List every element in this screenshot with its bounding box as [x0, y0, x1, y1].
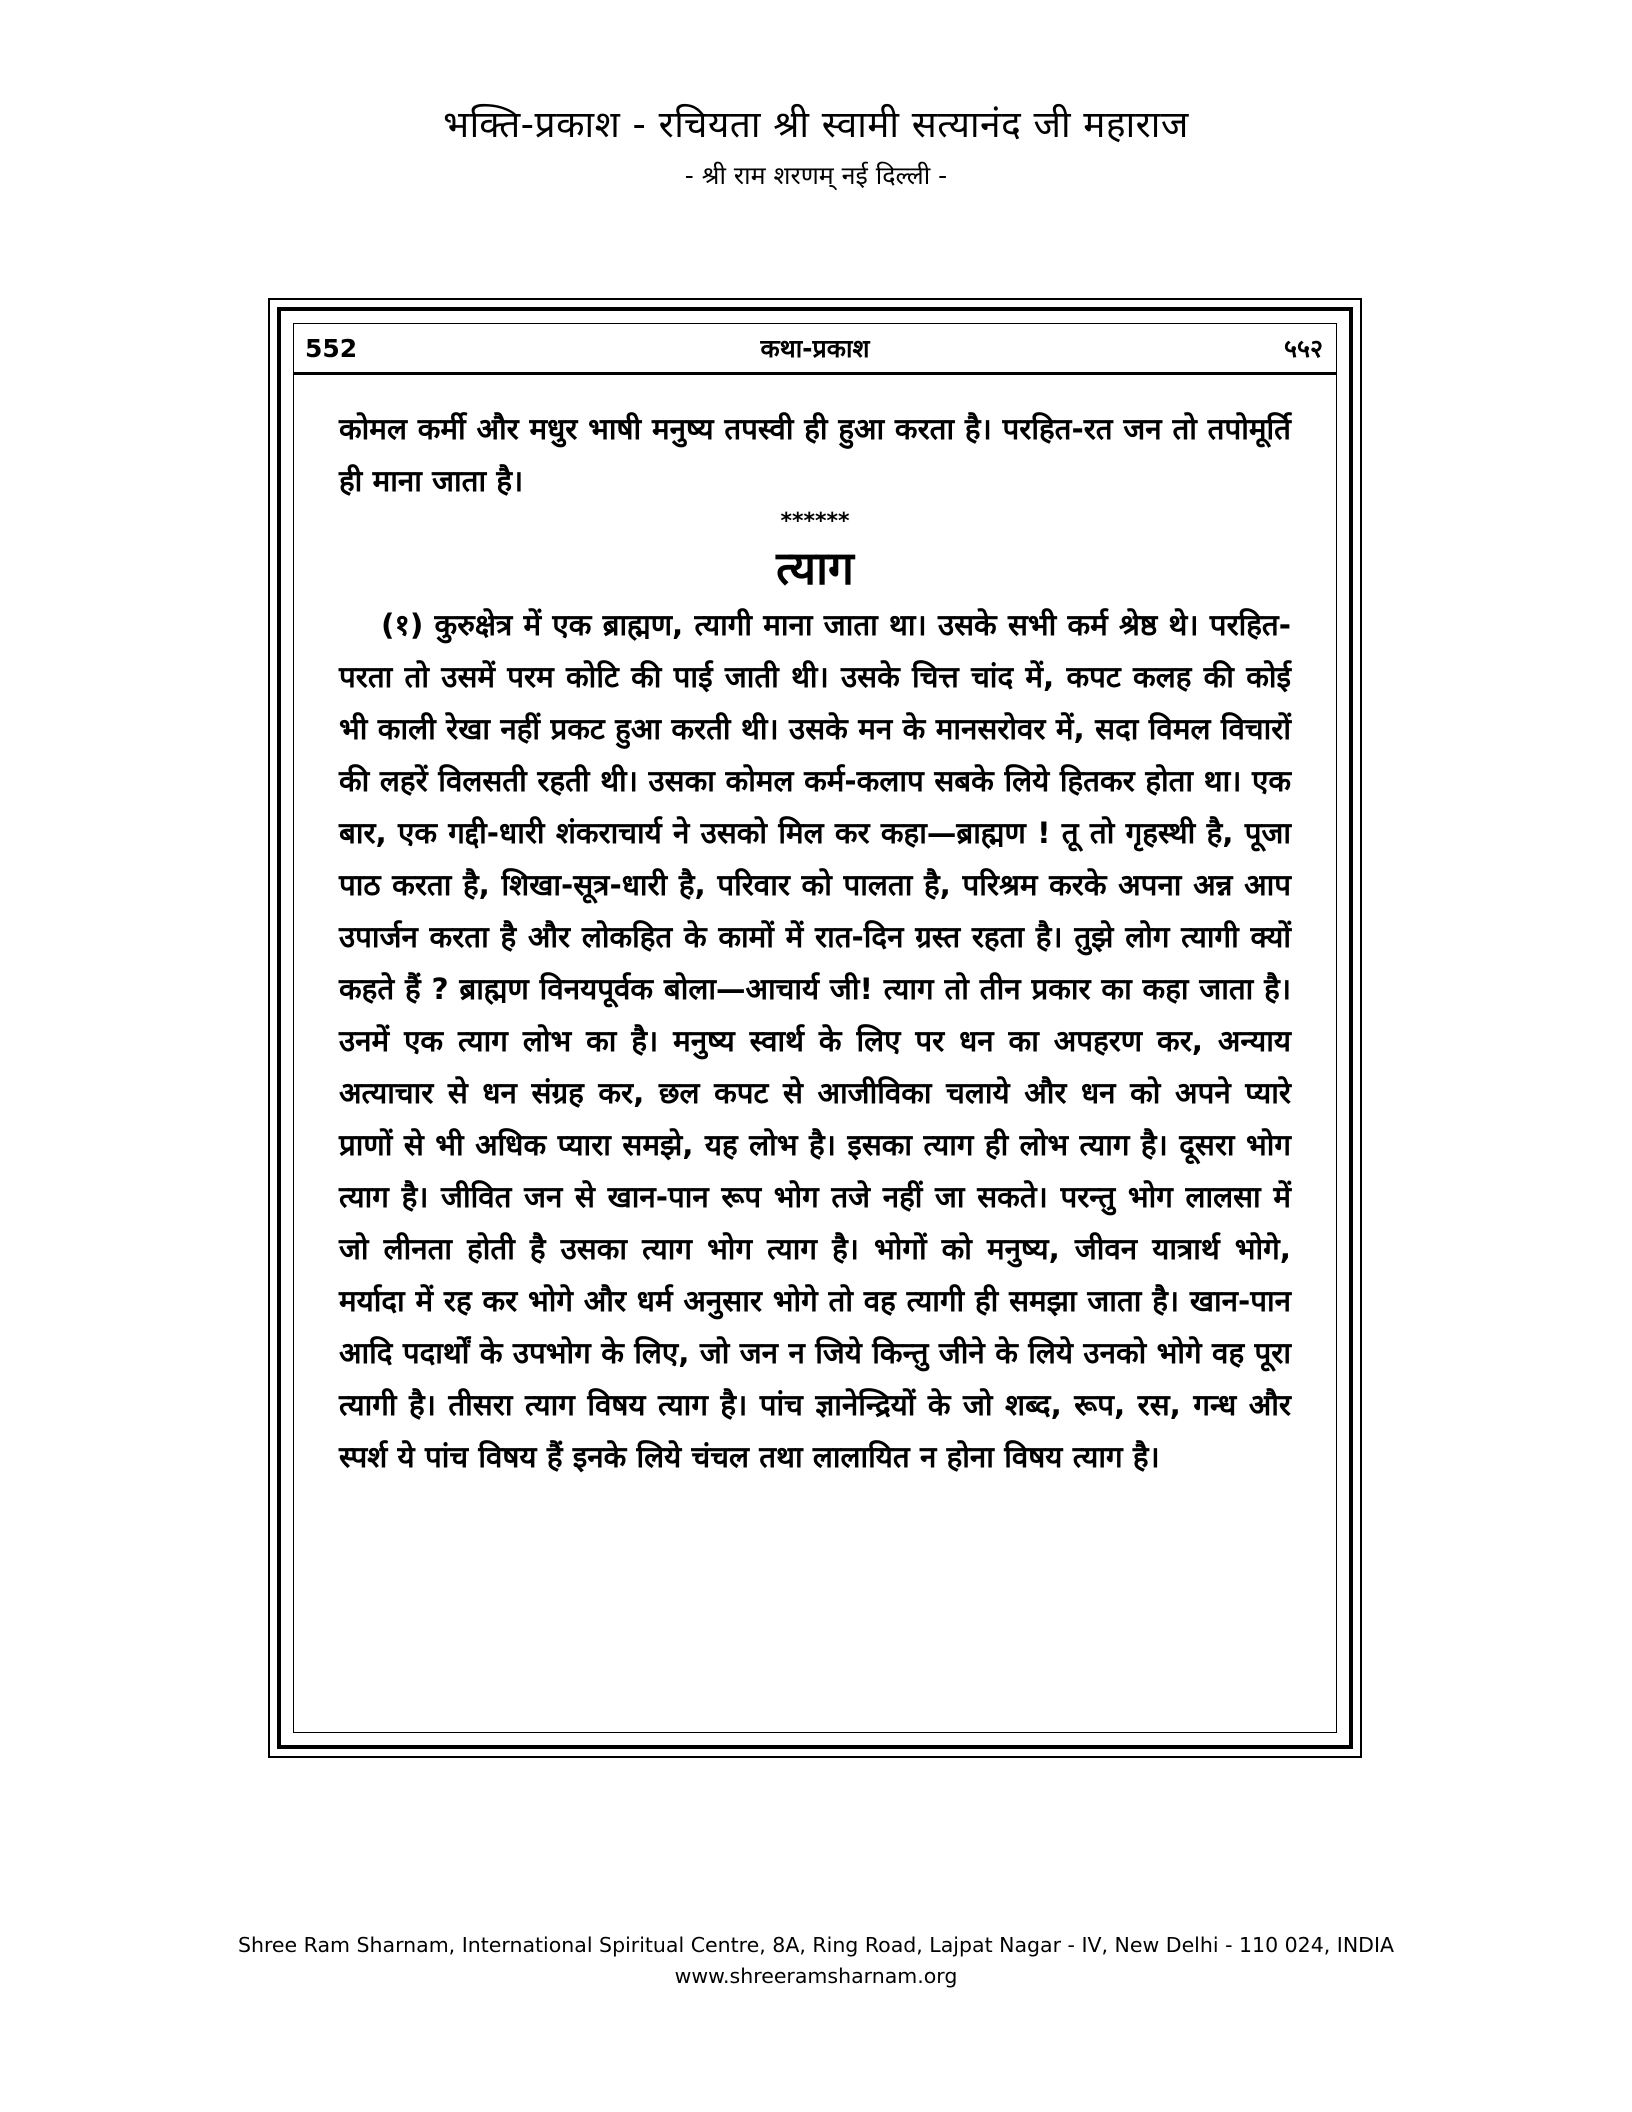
opening-paragraph: कोमल कर्मी और मधुर भाषी मनुष्य तपस्वी ही हुआ करता है। परहित-रत जन तो तपोमूर्ति ही माना जाता है।	[339, 412, 1291, 498]
section-separator: ******	[780, 509, 850, 534]
footer-website[interactable]: www.shreeramsharnam.org	[674, 1964, 958, 1988]
running-header	[293, 323, 1337, 375]
main-paragraph: (१) कुरुक्षेत्र में एक ब्राह्मण, त्यागी माना जाता था। उसके सभी कर्म श्रेष्ठ थे। परहित-परता तो उसमें परम कोटि की पाई जाती थी। उसके चित्त चांद में, कपट कलह की कोई भी काली रेखा नहीं प्रकट हुआ करती थी। उसके मन के मानसरोवर में, सदा विमल विचारों की लहरें विलसती रहती थी। उसका कोमल कर्म-कलाप सबके लिये हितकर होता था। एक बार, एक गद्दी-धारी शंकराचार्य ने उसको मिल कर कहा—ब्राह्मण ! तू तो गृहस्थी है, पूजा पाठ करता है, शिखा-सूत्र-धारी है, परिवार को पालता है, परिश्रम करके अपना अन्न आप उपार्जन करता है और लोकहित के कामों में रात-दिन ग्रस्त रहता है। तुझे लोग त्यागी क्यों कहते हैं ? ब्राह्मण विनयपूर्वक बोला—आचार्य जी! त्याग तो तीन प्रकार का कहा जाता है। उनमें एक त्याग लोभ का है। मनुष्य स्वार्थ के लिए पर धन का अपहरण कर, अन्याय अत्याचार से धन संग्रह कर, छल कपट से आजीविका चलाये और धन को अपने प्यारे प्राणों से भी अधिक प्यारा समझे, यह लोभ है। इसका त्याग ही लोभ त्याग है। दूसरा भोग त्याग है। जीवित जन से खान-पान रूप भोग तजे नहीं जा सकते। परन्तु भोग लालसा में जो लीनता होती है उसका त्याग भोग त्याग है। भोगों को मनुष्य, जीवन यात्रार्थ भोगे, मर्यादा में रह कर भोगे और धर्म अनुसार भोगे तो वह त्यागी ही समझा जाता है। खान-पान आदि पदार्थों के उपभोग के लिए, जो जन न जिये किन्तु जीने के लिये उनको भोगे वह पूरा त्यागी है। तीसरा त्याग विषय त्याग है। पांच ज्ञानेन्द्रियों के जो शब्द, रूप, रस, गन्ध और स्पर्श ये पांच विषय हैं इनके लिये चंचल तथा लालायित न होना विषय त्याग है।	[339, 608, 1291, 1474]
page-number-arabic: 552	[305, 334, 358, 363]
page-number-devanagari: ५५२	[1283, 334, 1323, 363]
section-heading: त्याग	[776, 541, 854, 595]
page-body	[339, 403, 1291, 1483]
page-frame-inner	[277, 307, 1353, 1749]
running-title: कथा-प्रकाश	[760, 334, 870, 363]
publisher-line: - श्री राम शरणम् नई दिल्ली -	[684, 161, 948, 190]
book-title: भक्ति-प्रकाश - रचियता श्री स्वामी सत्यानंद जी महाराज	[443, 103, 1189, 146]
document-footer	[0, 1930, 1632, 1992]
document-header	[0, 100, 1632, 196]
page-frame	[268, 298, 1362, 1758]
footer-address: Shree Ram Sharnam, International Spiritual Centre, 8A, Ring Road, Lajpat Nagar - IV, New Delhi - 110 024, INDIA	[237, 1933, 1395, 1957]
